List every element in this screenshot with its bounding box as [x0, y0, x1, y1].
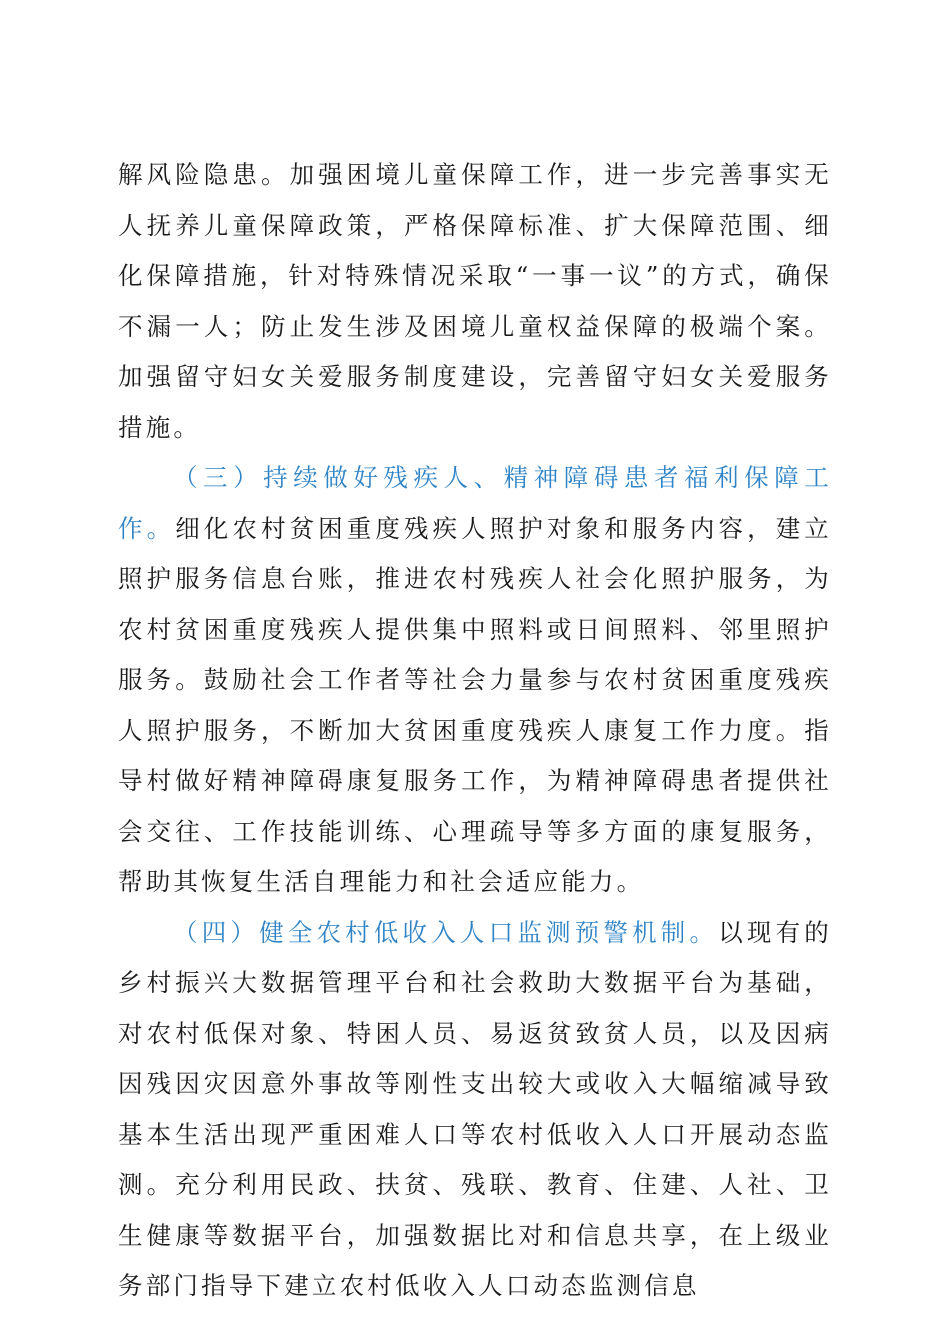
- paragraph-section-4: [118, 908, 832, 1312]
- paragraph-text: 解风险隐患。加强困境儿童保障工作，进一步完善事实无人抚养儿童保障政策，严格保障标准、扩大保障范围、细化保障措施，针对特殊情况采取“一事一议”的方式，确保不漏一人；防止发生涉及困境儿童权益保障的极端个案。加强留守妇女关爱服务制度建设，完善留守妇女关爱服务措施。: [118, 160, 832, 442]
- section-heading: （三）持续做好残疾人、精神障碍患者福利保障工作。: [118, 463, 832, 543]
- paragraph-text: 以现有的乡村振兴大数据管理平台和社会救助大数据平台为基础，对农村低保对象、特困人员、易返贫致贫人员，以及因病因残因灾因意外事故等刚性支出较大或收入大幅缩减导致基本生活出现严重困难人口等农村低收入人口开展动态监测。充分利用民政、扶贫、残联、教育、住建、人社、卫生健康等数据平台，加强数据比对和信息共享，在上级业务部门指导下建立农村低收入人口动态监测信息: [118, 917, 832, 1300]
- section-heading: （四）健全农村低收入人口监测预警机制。: [173, 917, 719, 947]
- paragraph-text: 细化农村贫困重度残疾人照护对象和服务内容，建立照护服务信息台账，推进农村残疾人社会化照护服务，为农村贫困重度残疾人提供集中照料或日间照料、邻里照护服务。鼓励社会工作者等社会力量参与农村贫困重度残疾人照护服务，不断加大贫困重度残疾人康复工作力度。指导村做好精神障碍康复服务工作，为精神障碍患者提供社会交往、工作技能训练、心理疏导等多方面的康复服务，帮助其恢复生活自理能力和社会适应能力。: [118, 513, 832, 896]
- document-body: [118, 150, 832, 1312]
- paragraph-section-3: [118, 453, 832, 908]
- paragraph-continuation: [118, 150, 832, 453]
